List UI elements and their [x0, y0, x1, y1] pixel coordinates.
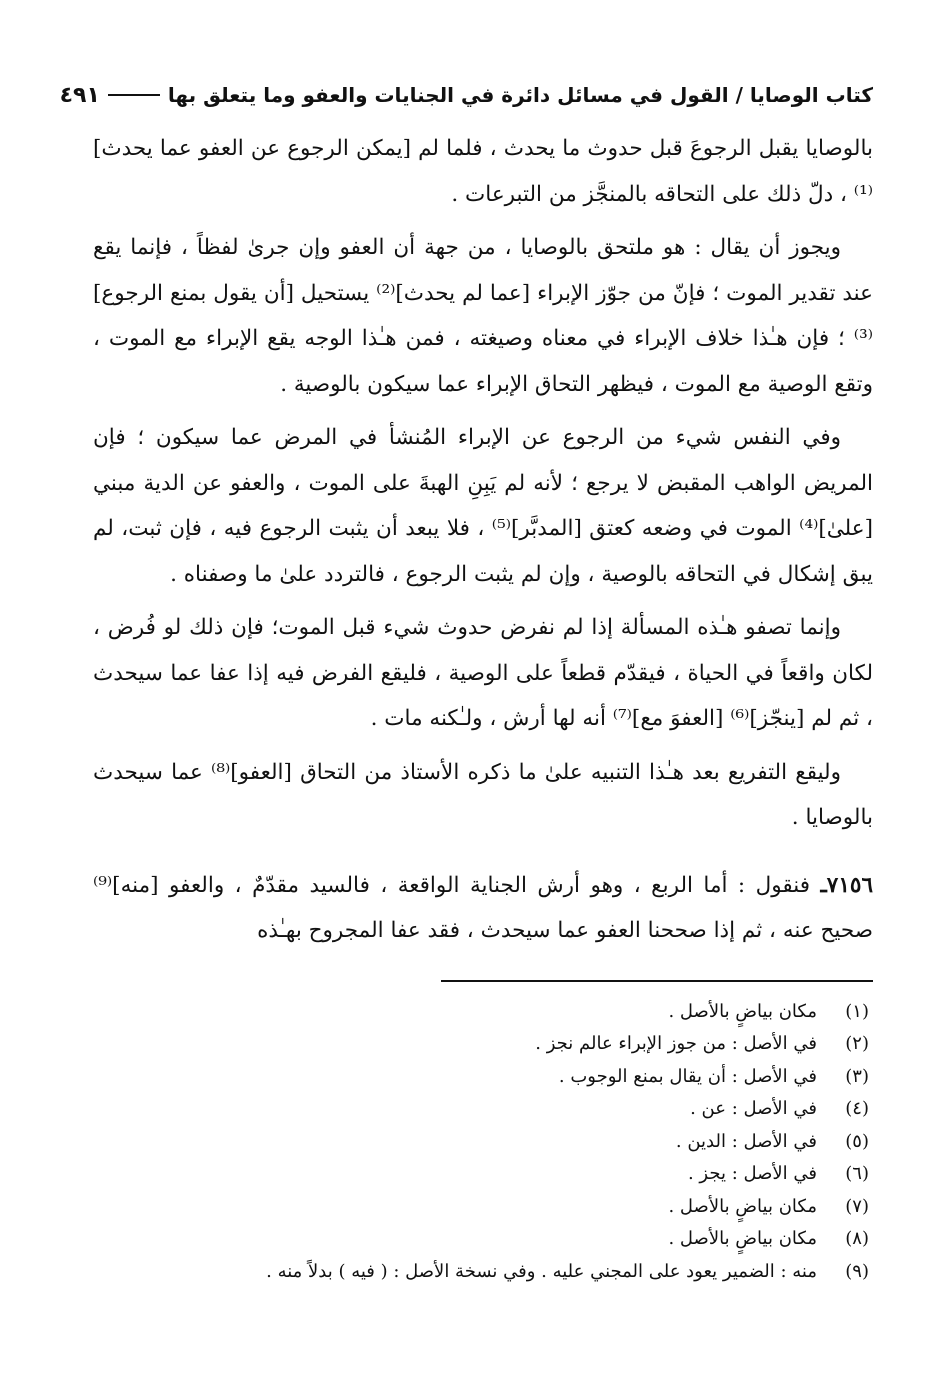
footnote-number: (١) — [845, 1000, 869, 1022]
paragraph-2: ويجوز أن يقال : هو ملتحق بالوصايا ، من جهة أن العفو وإن جرىٰ لفظاً ، فإنما يقع عند تقدير الموت ؛ فإنّ من جوّز الإبراء [عما لم يحدث]⁽²⁾ يستحيل [أن يقول بمنع الرجوع]⁽³⁾ ؛ فإن هـٰذا خلاف الإبراء في معناه وصيغته ، فمن هـٰذا الوجه يقع الإبراء مع الموت ، وتقع الوصية مع الموت ، فيظهر التحاق الإبراء عما سيكون بالوصية . — [93, 235, 873, 397]
footnote-text: في الأصل : عن . — [690, 1098, 817, 1119]
header-title: كتاب الوصايا / القول في مسائل دائرة في الجنايات والعفو وما يتعلق بها — [167, 83, 873, 107]
footnote-number: (٦) — [845, 1163, 869, 1184]
footnote-number: (٧) — [845, 1195, 869, 1217]
footnote — [93, 1223, 873, 1256]
footnote — [93, 1256, 873, 1289]
footnote-text: منه : الضمير يعود على المجني عليه . وفي نسخة الأصل : ( فيه ) بدلاً منه . — [266, 1260, 817, 1282]
paragraph-5: وليقع التفريع بعد هـٰذا التنبيه علىٰ ما ذكره الأستاذ من التحاق [العفو]⁽⁸⁾ عما سيحدث بالوصايا . — [93, 759, 873, 830]
footnote — [93, 996, 873, 1029]
footnote — [93, 1158, 873, 1191]
footnote-text: مكان بياضٍ بالأصل . — [668, 1195, 817, 1217]
footnote-number: (٤) — [845, 1098, 869, 1119]
footnote — [93, 1093, 873, 1126]
footnote-text: في الأصل : من جوز الإبراء عالم نجز . — [535, 1033, 817, 1054]
footnote-divider — [441, 980, 873, 982]
footnote-number: (٥) — [845, 1130, 869, 1152]
footnotes-list — [93, 996, 873, 1289]
footnote-number: (٨) — [845, 1228, 869, 1249]
page-number: ٤٩١ — [59, 82, 100, 108]
paragraph-6 — [93, 863, 873, 954]
paragraph-3: وفي النفس شيء من الرجوع عن الإبراء المُنشأ في المرض عما سيكون ؛ فإن المريض الواهب المقبض لا يرجع ؛ لأنه لم يَبِنِ الهبةَ على الموت ، والعفو عن الدية مبني [علىٰ]⁽⁴⁾ الموت في وضعه كعتق [المدبَّر]⁽⁵⁾ ، فلا يبعد أن يثبت الرجوع فيه ، فإن ثبت، لم يبق إشكال في التحاقه بالوصية ، وإن لم يثبت الرجوع ، فالتردد علىٰ ما وصفناه . — [93, 425, 873, 587]
book-page — [59, 72, 873, 1288]
footnote — [93, 1126, 873, 1159]
paragraph-4: وإنما تصفو هـٰذه المسألة إذا لم نفرض حدوث شيء قبل الموت؛ فإن ذلك لو فُرض ، لكان واقعاً في الحياة ، فيقدّم قطعاً على الوصية ، فليقع الفرض فيه إذا عفا عما سيحدث ، ثم لم [ينجّز]⁽⁶⁾ [العفوَ مع]⁽⁷⁾ أنه لها أرش ، ولـٰكنه مات . — [93, 615, 873, 731]
paragraph-1: بالوصايا يقبل الرجوعَ قبل حدوث ما يحدث ، فلما لم [يمكن الرجوع عن العفو عما يحدث]⁽¹⁾ ، دلّ ذلك على التحاقه بالمنجَّز من التبرعات . — [93, 136, 873, 207]
footnote-number: (٣) — [845, 1065, 869, 1087]
footnote-text: في الأصل : يجز . — [687, 1163, 817, 1184]
running-header — [59, 72, 873, 118]
footnote — [93, 1061, 873, 1094]
paragraph-6-text: فنقول : أما الربع ، وهو أرش الجناية الواقعة ، فالسيد مقدّمٌ ، والعفو [منه]⁽⁹⁾ صحيح عنه ، ثم إذا صححنا العفو عما سيحدث ، فقد عفا المجروح بهـٰذه — [93, 872, 873, 943]
footnote-text: مكان بياضٍ بالأصل . — [668, 1000, 817, 1022]
footnote-text: مكان بياضٍ بالأصل . — [668, 1228, 817, 1249]
footnote — [93, 1191, 873, 1224]
footnote-text: في الأصل : أن يقال بمنع الوجوب . — [558, 1065, 817, 1087]
footnote-number: (٩) — [845, 1260, 869, 1282]
footnote-number: (٢) — [845, 1033, 869, 1054]
footnote — [93, 1028, 873, 1061]
header-dash — [108, 94, 160, 96]
footnote-text: في الأصل : الدين . — [675, 1130, 817, 1152]
section-number: ٧١٥٦ـ — [820, 872, 873, 898]
body-text — [93, 126, 873, 954]
